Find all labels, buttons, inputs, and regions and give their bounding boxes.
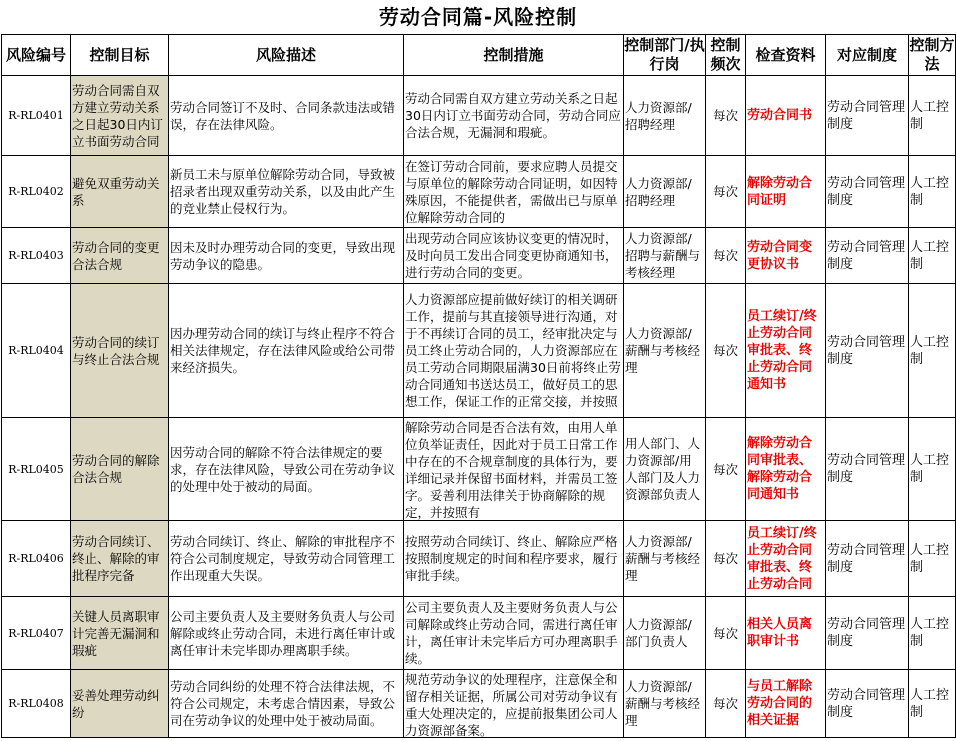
page-title: 劳动合同篇-风险控制 bbox=[378, 5, 578, 29]
check-documents-cell: 劳动合同书 bbox=[746, 76, 826, 156]
control-department-cell: 用人部门、人力资源部/用人部门及人力资源部负责人 bbox=[624, 418, 706, 521]
control-department-cell: 人力资源部/招聘与薪酬与考核经理 bbox=[624, 228, 706, 284]
risk-description-cell: 因办理劳动合同的续订与终止程序不符合相关法律规定，存在法律风险或给公司带来经济损失。 bbox=[169, 284, 404, 418]
control-department-cell: 人力资源部/部门负责人 bbox=[624, 597, 706, 670]
check-documents-cell: 相关人员离职审计书 bbox=[746, 597, 826, 670]
control-measure-cell: 按照劳动合同续订、终止、解除应严格按照制度规定的时间和程序要求，履行审批手续。 bbox=[404, 521, 624, 597]
risk-description-cell: 公司主要负责人及主要财务负责人与公司解除或终止劳动合同，未进行离任审计或离任审计未完毕即办理离职手续。 bbox=[169, 597, 404, 670]
risk-description-cell: 劳动合同签订不及时、合同条款违法或错误，存在法律风险。 bbox=[169, 76, 404, 156]
header-row bbox=[2, 35, 956, 76]
control-frequency-cell: 每次 bbox=[706, 521, 746, 597]
risk-id-cell: R-RL0405 bbox=[2, 418, 71, 521]
risk-description-cell: 新员工未与原单位解除劳动合同，导致被招录者出现双重劳动关系，以及由此产生的竞业禁止侵权行为。 bbox=[169, 156, 404, 228]
control-method-cell: 人工控制 bbox=[909, 418, 956, 521]
control-frequency-cell: 每次 bbox=[706, 76, 746, 156]
related-system-cell: 劳动合同管理制度 bbox=[826, 418, 909, 521]
header-control-measure: 控制措施 bbox=[404, 35, 624, 76]
related-system-cell: 劳动合同管理制度 bbox=[826, 597, 909, 670]
risk-id-cell: R-RL0406 bbox=[2, 521, 71, 597]
header-control-goal: 控制目标 bbox=[71, 35, 169, 76]
table-row bbox=[2, 156, 956, 228]
control-department-cell: 人力资源部/招聘经理 bbox=[624, 76, 706, 156]
check-documents-cell: 解除劳动合同证明 bbox=[746, 156, 826, 228]
header-control-frequency: 控制频次 bbox=[706, 35, 746, 76]
control-department-cell: 人力资源部/薪酬与考核经理 bbox=[624, 521, 706, 597]
header-related-system: 对应制度 bbox=[826, 35, 909, 76]
check-documents-cell: 员工续订/终止劳动合同审批表、终止劳动合同通知书 bbox=[746, 284, 826, 418]
header-check-documents: 检查资料 bbox=[746, 35, 826, 76]
table-row bbox=[2, 597, 956, 670]
control-frequency-cell: 每次 bbox=[706, 418, 746, 521]
risk-id-cell: R-RL0402 bbox=[2, 156, 71, 228]
control-goal-cell: 劳动合同的续订与终止合法合规 bbox=[71, 284, 169, 418]
check-documents-cell: 员工续订/终止劳动合同审批表、终止劳动合同 bbox=[746, 521, 826, 597]
check-documents-cell: 解除劳动合同审批表、解除劳动合同通知书 bbox=[746, 418, 826, 521]
risk-control-table bbox=[1, 34, 956, 738]
risk-description-cell: 因未及时办理劳动合同的变更，导致出现劳动争议的隐患。 bbox=[169, 228, 404, 284]
control-measure-cell: 解除劳动合同是否合法有效，由用人单位负举证责任，因此对于员工日常工作中存在的不合规章制度的具体行为，要详细记录并保留书面材料，并需员工签字。妥善利用法律关于协商解除的规定，并按照有 bbox=[404, 418, 624, 521]
header-risk-id: 风险编号 bbox=[2, 35, 71, 76]
control-measure-cell: 规范劳动争议的处理程序，注意保全和留存相关证据，所属公司对劳动争议有重大处理决定的，应提前报集团公司人力资源部备案。 bbox=[404, 670, 624, 738]
related-system-cell: 劳动合同管理制度 bbox=[826, 670, 909, 738]
control-measure-cell: 出现劳动合同应该协议变更的情况时，及时向员工发出合同变更协商通知书，进行劳动合同的变更。 bbox=[404, 228, 624, 284]
control-method-cell: 人工控制 bbox=[909, 670, 956, 738]
related-system-cell: 劳动合同管理制度 bbox=[826, 76, 909, 156]
control-measure-cell: 在签订劳动合同前，要求应聘人员提交与原单位的解除劳动合同证明，如因特殊原因，不能提供者，需做出已与原单位解除劳动合同的 bbox=[404, 156, 624, 228]
control-frequency-cell: 每次 bbox=[706, 284, 746, 418]
risk-id-cell: R-RL0403 bbox=[2, 228, 71, 284]
control-goal-cell: 妥善处理劳动纠纷 bbox=[71, 670, 169, 738]
control-method-cell: 人工控制 bbox=[909, 228, 956, 284]
related-system-cell: 劳动合同管理制度 bbox=[826, 228, 909, 284]
control-method-cell: 人工控制 bbox=[909, 521, 956, 597]
table-row bbox=[2, 418, 956, 521]
control-measure-cell: 劳动合同需自双方建立劳动关系之日起30日内订立书面劳动合同，劳动合同应合法合规，无漏洞和瑕疵。 bbox=[404, 76, 624, 156]
risk-id-cell: R-RL0407 bbox=[2, 597, 71, 670]
table-row bbox=[2, 521, 956, 597]
control-goal-cell: 劳动合同续订、终止、解除的审批程序完备 bbox=[71, 521, 169, 597]
control-goal-cell: 劳动合同需自双方建立劳动关系之日起30日内订立书面劳动合同 bbox=[71, 76, 169, 156]
table-row bbox=[2, 228, 956, 284]
risk-id-cell: R-RL0404 bbox=[2, 284, 71, 418]
control-department-cell: 人力资源部/薪酬与考核经理 bbox=[624, 670, 706, 738]
check-documents-cell: 劳动合同变更协议书 bbox=[746, 228, 826, 284]
related-system-cell: 劳动合同管理制度 bbox=[826, 156, 909, 228]
control-measure-cell: 人力资源部应提前做好续订的相关调研工作，提前与其直接领导进行沟通，对于不再续订合同的员工，经审批决定与员工终止劳动合同的，人力资源部应在员工劳动合同期限届满30日前将终止劳动合同通知书送达员工，做好员工的思想工作，保证工作的正常交接，并按照 bbox=[404, 284, 624, 418]
control-goal-cell: 劳动合同的解除合法合规 bbox=[71, 418, 169, 521]
risk-id-cell: R-RL0408 bbox=[2, 670, 71, 738]
header-risk-description: 风险描述 bbox=[169, 35, 404, 76]
header-control-department: 控制部门/执行岗 bbox=[624, 35, 706, 76]
control-goal-cell: 劳动合同的变更合法合规 bbox=[71, 228, 169, 284]
control-method-cell: 人工控制 bbox=[909, 76, 956, 156]
risk-description-cell: 劳动合同纠纷的处理不符合法律法规，不符合公司规定，未考虑合情因素，导致公司在劳动争议的处理中处于被动局面。 bbox=[169, 670, 404, 738]
control-frequency-cell: 每次 bbox=[706, 156, 746, 228]
control-measure-cell: 公司主要负责人及主要财务负责人与公司解除或终止劳动合同，需进行离任审计，离任审计未完毕后方可办理离职手续。 bbox=[404, 597, 624, 670]
table-row bbox=[2, 76, 956, 156]
risk-id-cell: R-RL0401 bbox=[2, 76, 71, 156]
table-row bbox=[2, 284, 956, 418]
table-row bbox=[2, 670, 956, 738]
control-department-cell: 人力资源部/招聘经理 bbox=[624, 156, 706, 228]
control-method-cell: 人工控制 bbox=[909, 284, 956, 418]
control-frequency-cell: 每次 bbox=[706, 228, 746, 284]
related-system-cell: 劳动合同管理制度 bbox=[826, 521, 909, 597]
control-goal-cell: 关键人员离职审计完善无漏洞和瑕疵 bbox=[71, 597, 169, 670]
control-method-cell: 人工控制 bbox=[909, 156, 956, 228]
risk-description-cell: 劳动合同续订、终止、解除的审批程序不符合公司制度规定，导致劳动合同管理工作出现重大失误。 bbox=[169, 521, 404, 597]
check-documents-cell: 与员工解除劳动合同的相关证据 bbox=[746, 670, 826, 738]
header-control-method: 控制方法 bbox=[909, 35, 956, 76]
control-frequency-cell: 每次 bbox=[706, 597, 746, 670]
control-frequency-cell: 每次 bbox=[706, 670, 746, 738]
risk-description-cell: 因劳动合同的解除不符合法律规定的要求，存在法律风险，导致公司在劳动争议的处理中处于被动的局面。 bbox=[169, 418, 404, 521]
control-goal-cell: 避免双重劳动关系 bbox=[71, 156, 169, 228]
related-system-cell: 劳动合同管理制度 bbox=[826, 284, 909, 418]
control-method-cell: 人工控制 bbox=[909, 597, 956, 670]
control-department-cell: 人力资源部/薪酬与考核经理 bbox=[624, 284, 706, 418]
